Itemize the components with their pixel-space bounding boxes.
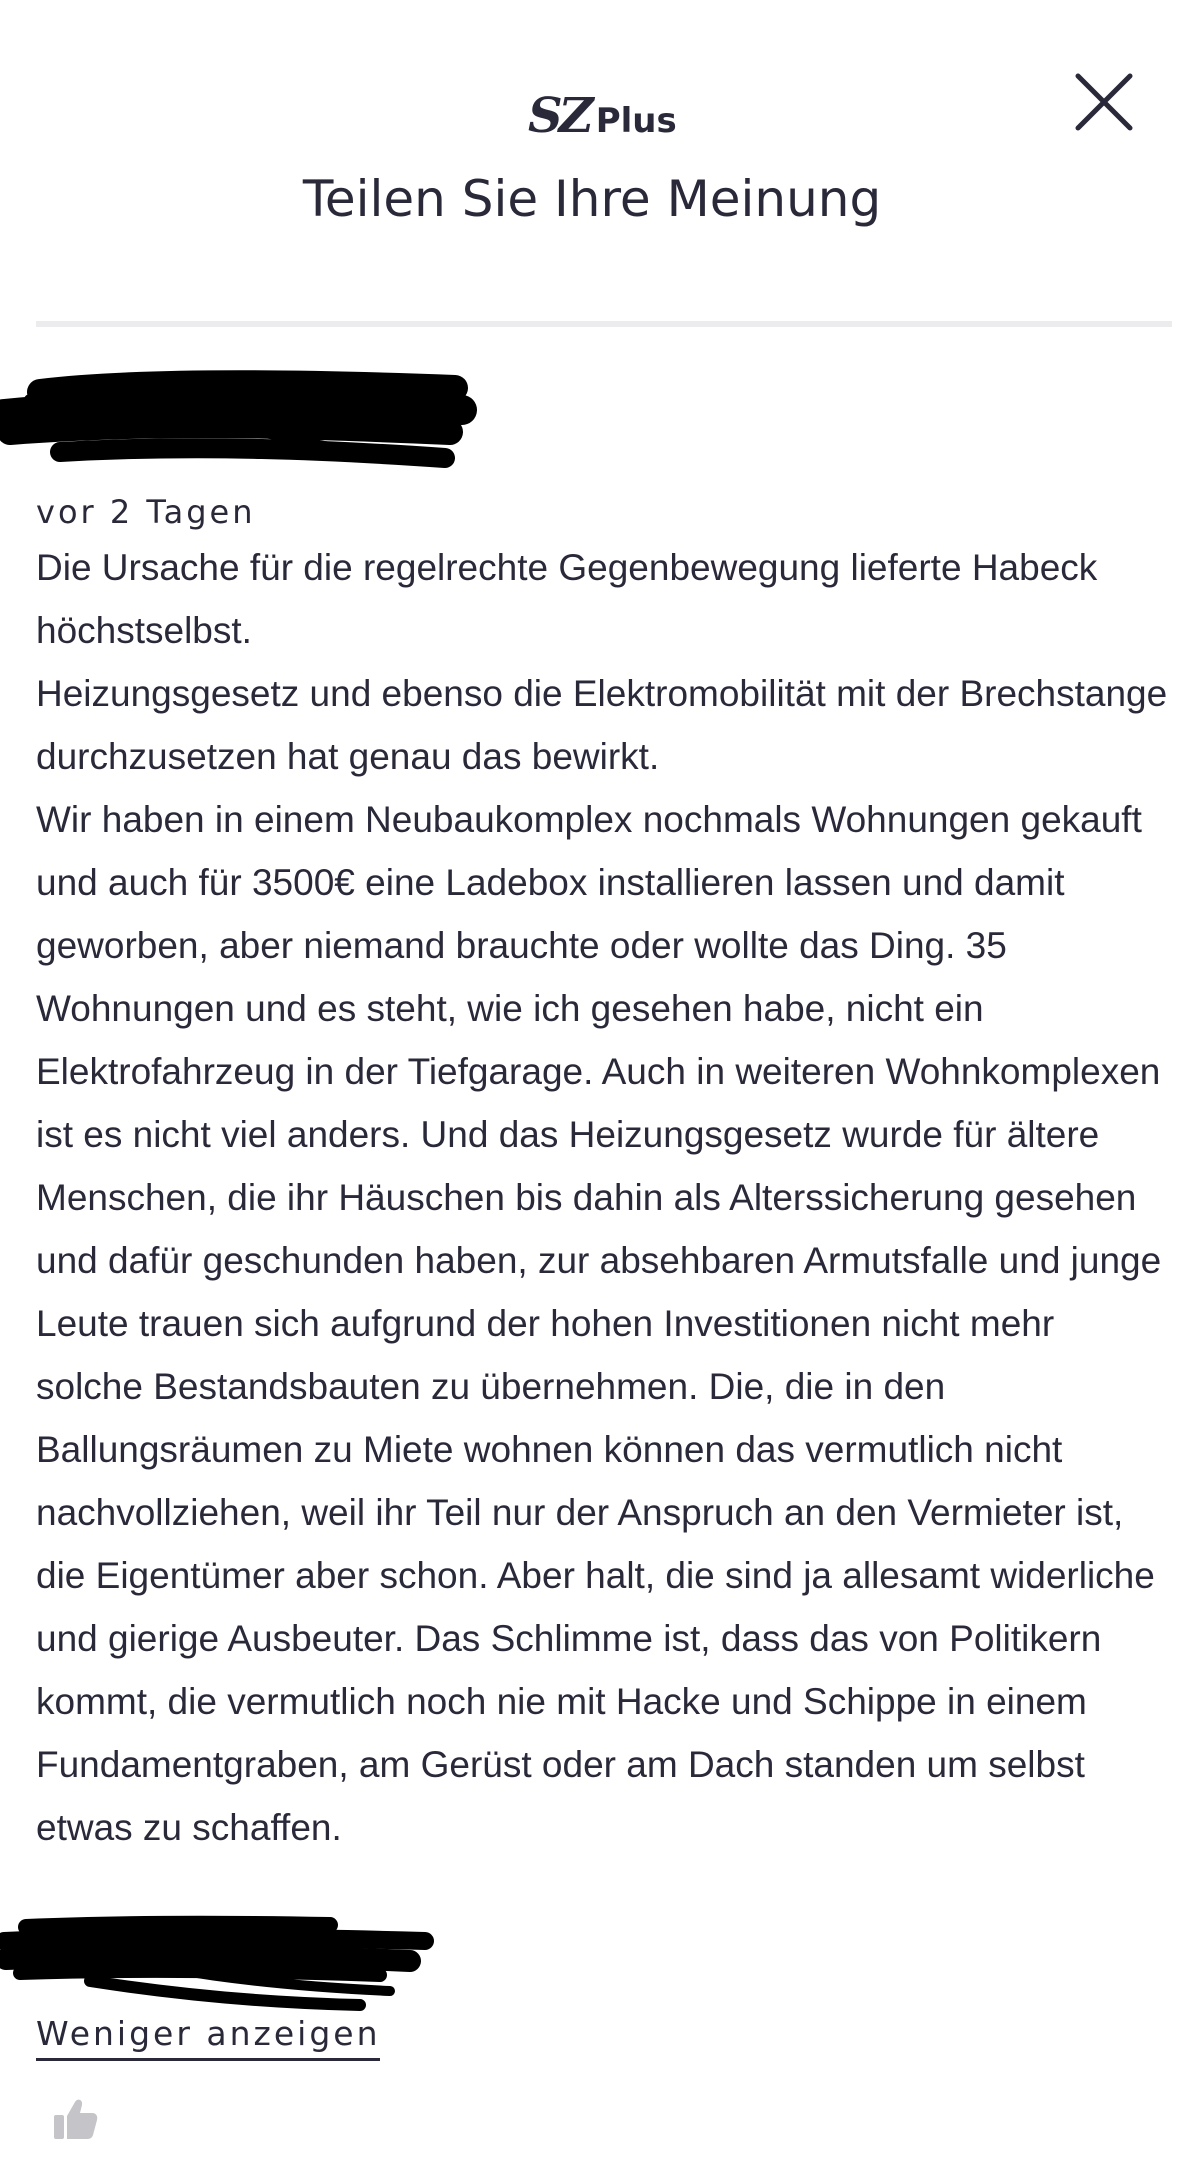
comment-timestamp: vor 2 Tagen bbox=[36, 493, 256, 531]
logo-sz-text: SZ bbox=[528, 88, 590, 144]
close-button[interactable] bbox=[1072, 70, 1136, 134]
like-button[interactable] bbox=[52, 2097, 98, 2141]
header-divider bbox=[36, 321, 1172, 327]
comment-paragraph: Die Ursache für die regelrechte Gegenbewegung lieferte Habeck höchstselbst. bbox=[36, 547, 1098, 651]
modal-header bbox=[0, 0, 1184, 330]
redacted-text bbox=[0, 1915, 440, 2015]
comment-paragraph: Wir haben in einem Neubaukomplex nochmals Wohnungen gekauft und auch für 3500€ eine Ladebox installieren lassen und damit geworben, aber niemand brauchte oder wollte das Ding. 35 Wohnungen und es steht, wie ich gesehen habe, nicht ein Elektrofahrzeug in der Tiefgarage. Auch in weiteren Wohnkomplexen ist es nicht viel anders. Und das Heizungsgesetz wurde für ältere Menschen, die ihr Häuschen bis dahin als Alterssicherung gesehen und dafür geschunden haben, zur absehbaren Armutsfalle und junge Leute trauen sich aufgrund der hohen Investitionen nicht mehr solche Bestandsbauten zu übernehmen. Die, die in den Ballungsräumen zu Miete wohnen können das vermutlich nicht nachvollziehen, weil ihr Teil nur der Anspruch an den Vermieter ist, die Eigentümer aber schon. Aber halt, die sind ja allesamt widerliche und gierige Ausbeuter. Das Schlimme ist, dass das von Politikern kommt, die vermutlich noch nie mit Hacke und Schippe in einem Fundamentgraben, am Gerüst oder am Dach standen um selbst etwas zu schaffen. bbox=[36, 799, 1162, 1848]
comment-text bbox=[36, 536, 1170, 1859]
logo-plus-text: Plus bbox=[595, 101, 677, 141]
sz-plus-logo bbox=[528, 88, 677, 144]
thumbs-up-icon[interactable] bbox=[52, 2097, 98, 2141]
comment-paragraph: Heizungsgesetz und ebenso die Elektromobilität mit der Brechstange durchzusetzen hat genau das bewirkt. bbox=[36, 673, 1168, 777]
redacted-username bbox=[0, 370, 480, 480]
close-icon[interactable] bbox=[1072, 70, 1136, 134]
show-less-link[interactable]: Weniger anzeigen bbox=[36, 2010, 380, 2061]
modal-title: Teilen Sie Ihre Meinung bbox=[302, 170, 882, 228]
